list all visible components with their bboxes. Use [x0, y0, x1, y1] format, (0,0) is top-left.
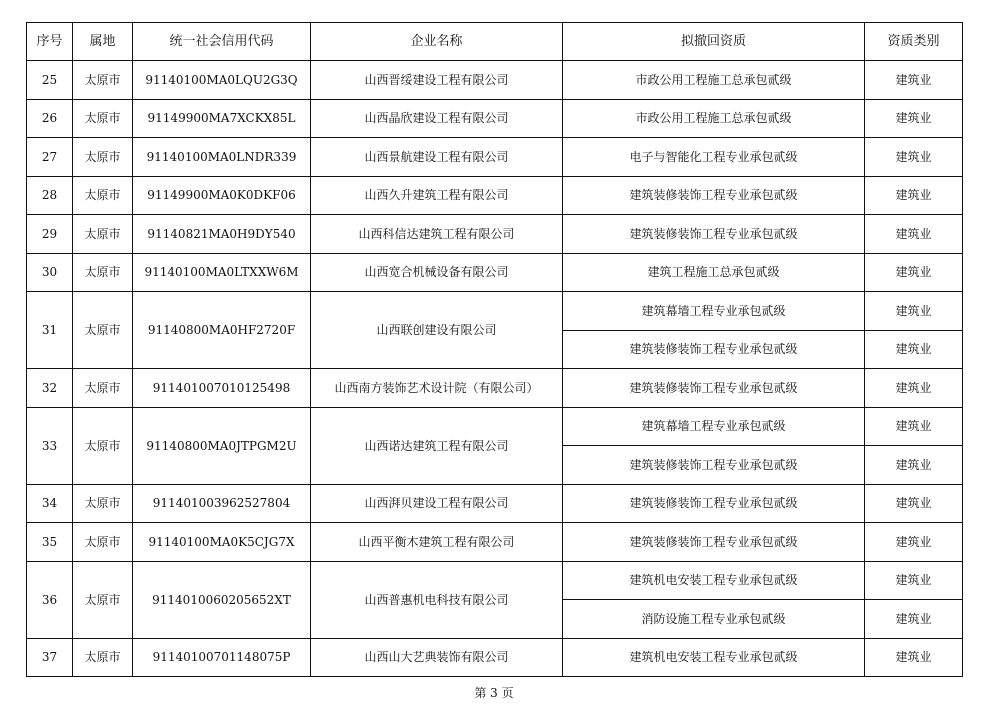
cell-index: 26 — [27, 99, 73, 138]
cell-category: 建筑业 — [865, 61, 963, 100]
cell-qualification: 建筑幕墙工程专业承包贰级 — [563, 407, 865, 446]
cell-region: 太原市 — [73, 561, 133, 638]
cell-company-name: 山西诺达建筑工程有限公司 — [311, 407, 563, 484]
header-credit-code: 统一社会信用代码 — [133, 23, 311, 61]
cell-credit-code: 91149900MA7XCKX85L — [133, 99, 311, 138]
cell-qualification: 建筑装修装饰工程专业承包贰级 — [563, 523, 865, 562]
cell-index: 37 — [27, 638, 73, 677]
cell-qualification: 建筑装修装饰工程专业承包贰级 — [563, 330, 865, 369]
cell-qualification: 建筑装修装饰工程专业承包贰级 — [563, 215, 865, 254]
cell-category: 建筑业 — [865, 369, 963, 408]
cell-qualification: 建筑装修装饰工程专业承包贰级 — [563, 484, 865, 523]
cell-category: 建筑业 — [865, 638, 963, 677]
cell-credit-code: 911401003962527804 — [133, 484, 311, 523]
cell-category: 建筑业 — [865, 561, 963, 600]
table-row — [27, 292, 963, 331]
cell-credit-code: 91140800MA0HF2720F — [133, 292, 311, 369]
cell-credit-code: 91149900MA0K0DKF06 — [133, 176, 311, 215]
cell-region: 太原市 — [73, 292, 133, 369]
cell-index: 32 — [27, 369, 73, 408]
cell-qualification: 市政公用工程施工总承包贰级 — [563, 99, 865, 138]
cell-company-name: 山西晋绥建设工程有限公司 — [311, 61, 563, 100]
table-row — [27, 523, 963, 562]
table-row — [27, 176, 963, 215]
cell-qualification: 建筑工程施工总承包贰级 — [563, 253, 865, 292]
cell-category: 建筑业 — [865, 99, 963, 138]
cell-region: 太原市 — [73, 484, 133, 523]
cell-credit-code: 91140100MA0K5CJG7X — [133, 523, 311, 562]
cell-company-name: 山西景航建设工程有限公司 — [311, 138, 563, 177]
table-row — [27, 369, 963, 408]
cell-qualification: 电子与智能化工程专业承包贰级 — [563, 138, 865, 177]
cell-category: 建筑业 — [865, 407, 963, 446]
cell-credit-code: 91140800MA0JTPGM2U — [133, 407, 311, 484]
cell-credit-code: 91140821MA0H9DY540 — [133, 215, 311, 254]
header-company-name: 企业名称 — [311, 23, 563, 61]
cell-index: 36 — [27, 561, 73, 638]
cell-qualification: 建筑机电安装工程专业承包贰级 — [563, 561, 865, 600]
cell-category: 建筑业 — [865, 176, 963, 215]
cell-company-name: 山西普惠机电科技有限公司 — [311, 561, 563, 638]
table-row — [27, 215, 963, 254]
cell-category: 建筑业 — [865, 215, 963, 254]
cell-category: 建筑业 — [865, 484, 963, 523]
page-number: 第 3 页 — [474, 686, 514, 700]
cell-qualification: 建筑装修装饰工程专业承包贰级 — [563, 369, 865, 408]
cell-category: 建筑业 — [865, 446, 963, 485]
cell-category: 建筑业 — [865, 523, 963, 562]
table-row — [27, 99, 963, 138]
cell-credit-code: 91140100MA0LQU2G3Q — [133, 61, 311, 100]
table-header — [27, 23, 963, 61]
cell-category: 建筑业 — [865, 330, 963, 369]
cell-company-name: 山西山大艺典装饰有限公司 — [311, 638, 563, 677]
cell-region: 太原市 — [73, 523, 133, 562]
table-body — [27, 61, 963, 677]
cell-qualification: 建筑装修装饰工程专业承包贰级 — [563, 176, 865, 215]
cell-category: 建筑业 — [865, 138, 963, 177]
cell-credit-code: 91140100701148075P — [133, 638, 311, 677]
cell-company-name: 山西宽合机械设备有限公司 — [311, 253, 563, 292]
table-row — [27, 561, 963, 600]
header-category: 资质类别 — [865, 23, 963, 61]
cell-region: 太原市 — [73, 215, 133, 254]
cell-qualification: 消防设施工程专业承包贰级 — [563, 600, 865, 639]
cell-credit-code: 91140100MA0LTXXW6M — [133, 253, 311, 292]
cell-credit-code: 9114010060205652XT — [133, 561, 311, 638]
cell-index: 35 — [27, 523, 73, 562]
qualification-table — [26, 22, 963, 677]
table-row — [27, 638, 963, 677]
cell-index: 30 — [27, 253, 73, 292]
cell-qualification: 建筑幕墙工程专业承包贰级 — [563, 292, 865, 331]
cell-company-name: 山西晶欣建设工程有限公司 — [311, 99, 563, 138]
cell-qualification: 建筑装修装饰工程专业承包贰级 — [563, 446, 865, 485]
cell-region: 太原市 — [73, 253, 133, 292]
cell-region: 太原市 — [73, 407, 133, 484]
cell-category: 建筑业 — [865, 600, 963, 639]
cell-company-name: 山西联创建设有限公司 — [311, 292, 563, 369]
table-row — [27, 138, 963, 177]
cell-credit-code: 91140100MA0LNDR339 — [133, 138, 311, 177]
cell-region: 太原市 — [73, 99, 133, 138]
cell-index: 29 — [27, 215, 73, 254]
cell-region: 太原市 — [73, 138, 133, 177]
cell-credit-code: 911401007010125498 — [133, 369, 311, 408]
table-row — [27, 253, 963, 292]
cell-index: 27 — [27, 138, 73, 177]
table-row — [27, 61, 963, 100]
cell-company-name: 山西平衡木建筑工程有限公司 — [311, 523, 563, 562]
cell-index: 25 — [27, 61, 73, 100]
table-row — [27, 484, 963, 523]
cell-index: 34 — [27, 484, 73, 523]
table-row — [27, 407, 963, 446]
cell-company-name: 山西科信达建筑工程有限公司 — [311, 215, 563, 254]
cell-region: 太原市 — [73, 369, 133, 408]
cell-company-name: 山西南方装饰艺术设计院（有限公司） — [311, 369, 563, 408]
header-region: 属地 — [73, 23, 133, 61]
cell-region: 太原市 — [73, 61, 133, 100]
cell-qualification: 市政公用工程施工总承包贰级 — [563, 61, 865, 100]
cell-index: 31 — [27, 292, 73, 369]
cell-category: 建筑业 — [865, 292, 963, 331]
cell-company-name: 山西久升建筑工程有限公司 — [311, 176, 563, 215]
cell-company-name: 山西湃贝建设工程有限公司 — [311, 484, 563, 523]
header-index: 序号 — [27, 23, 73, 61]
cell-region: 太原市 — [73, 638, 133, 677]
header-qualification: 拟撤回资质 — [563, 23, 865, 61]
cell-index: 28 — [27, 176, 73, 215]
cell-region: 太原市 — [73, 176, 133, 215]
cell-qualification: 建筑机电安装工程专业承包贰级 — [563, 638, 865, 677]
cell-index: 33 — [27, 407, 73, 484]
cell-category: 建筑业 — [865, 253, 963, 292]
